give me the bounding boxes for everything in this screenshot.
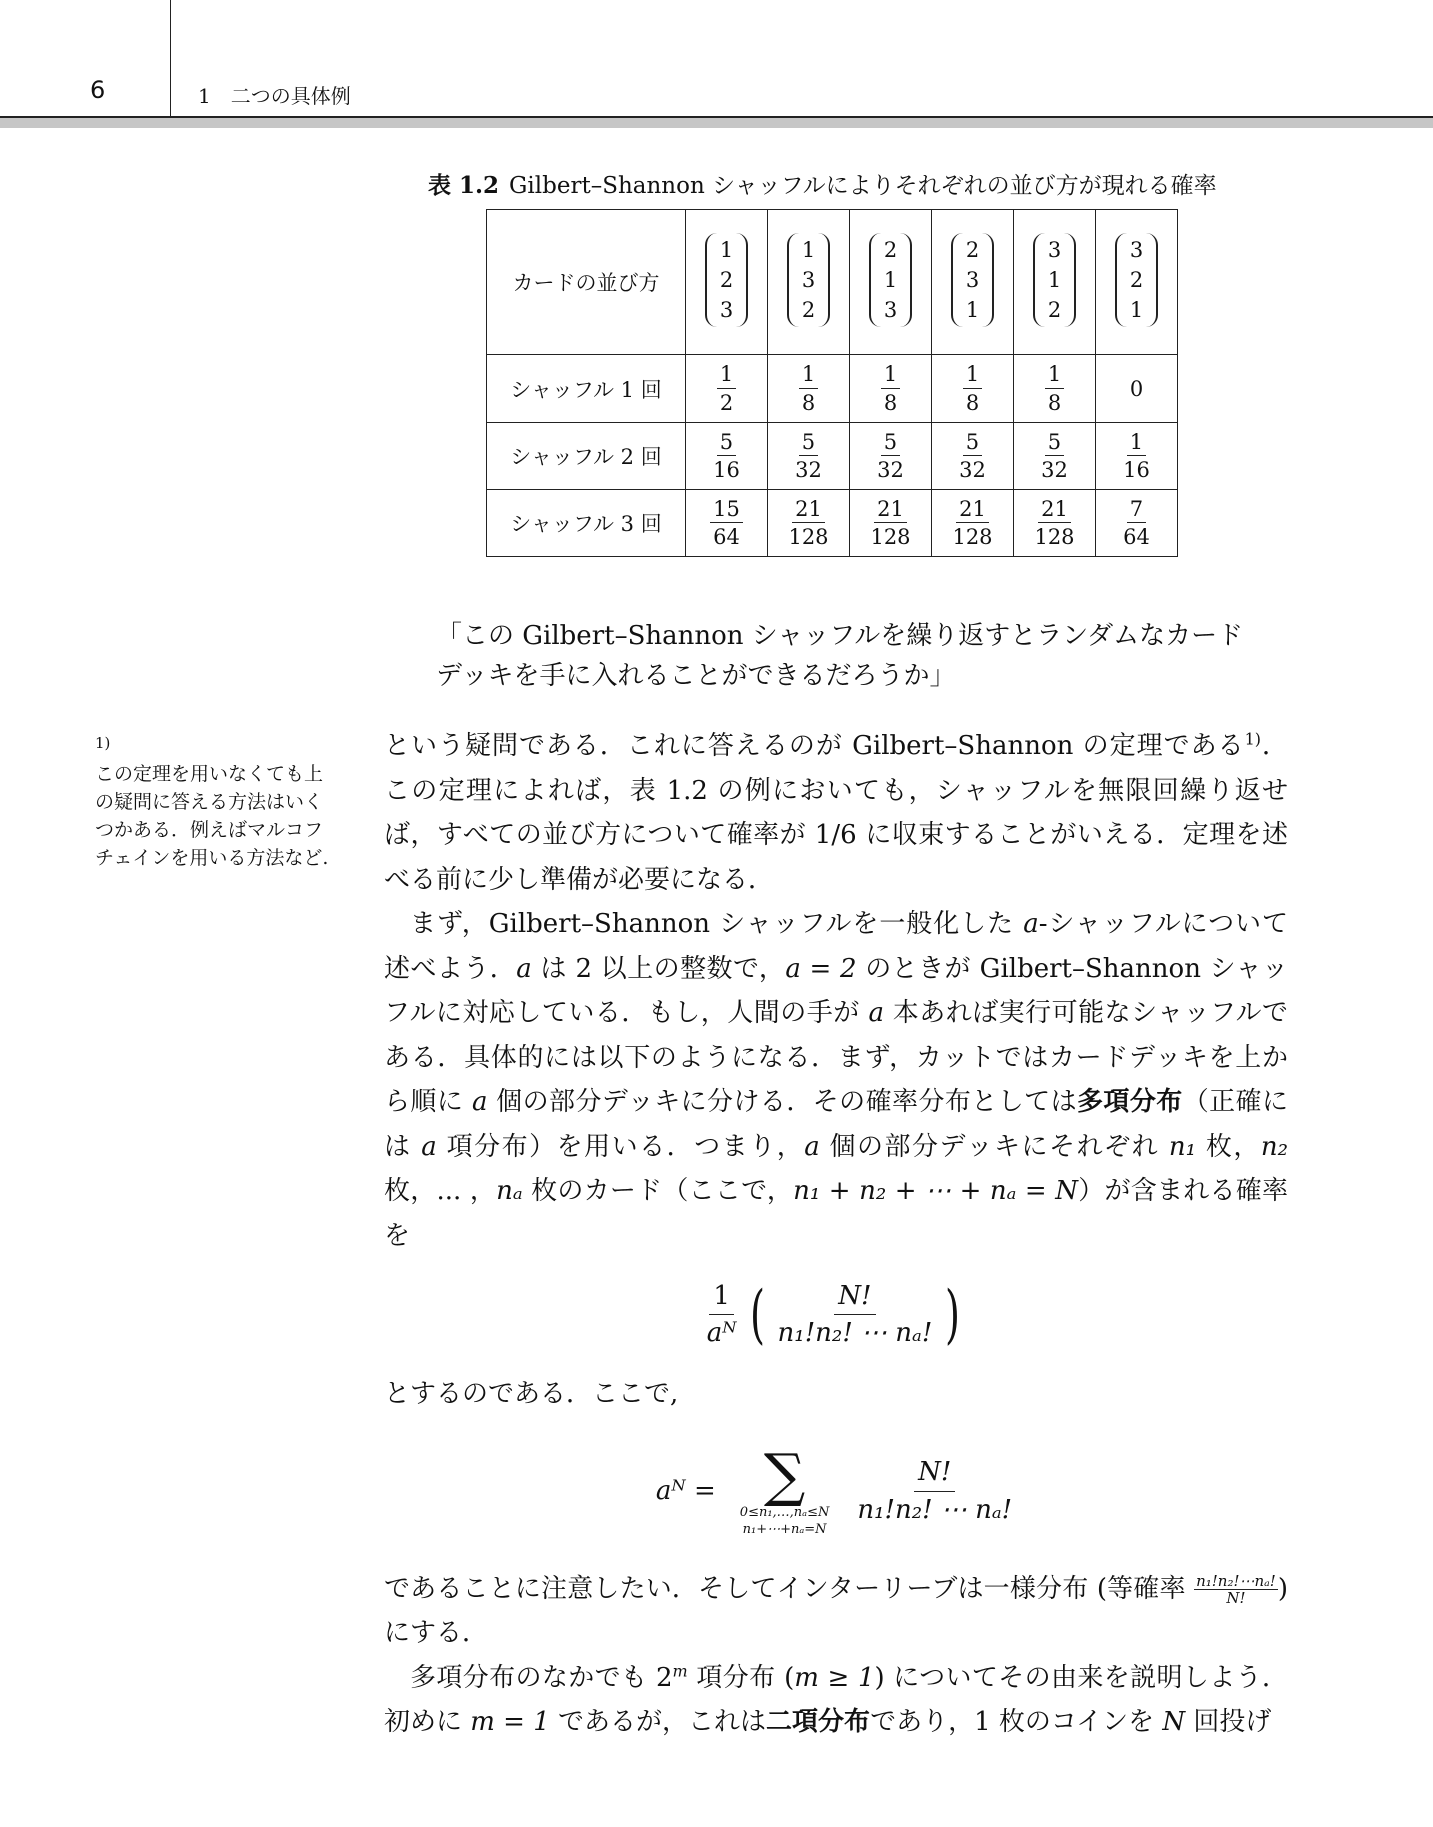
- probability-fraction: [799, 362, 818, 414]
- fraction: [703, 1281, 741, 1349]
- probability-cell: [1096, 355, 1178, 423]
- text-span: ) についてその由来を説明しよう．初めに: [384, 1662, 1289, 1737]
- row-label: シャッフル 1 回: [487, 355, 686, 423]
- equation-lhs: aᴺ =: [655, 1476, 716, 1507]
- text-span: 枚，... ，: [384, 1176, 497, 1206]
- permutation-entry: 2: [1047, 297, 1062, 322]
- denominator: 8: [965, 390, 980, 415]
- table-row: [487, 423, 1178, 490]
- probability-cell: [1096, 490, 1178, 557]
- right-paren: [736, 233, 748, 327]
- permutation-entry: 3: [801, 267, 816, 292]
- text-span: 枚のカード（ここで，: [522, 1176, 794, 1206]
- probability-cell: [932, 423, 1014, 490]
- math-var: a: [471, 1087, 488, 1117]
- probability-fraction: [792, 430, 825, 482]
- text-span: であり，1 枚のコインを: [870, 1707, 1163, 1737]
- text-span: のときが Gilbert–Shannon シャッフルに対応している．もし，人間の手が: [384, 953, 1288, 1028]
- denominator: 2: [719, 390, 734, 415]
- body-text: [384, 724, 1288, 1745]
- probability-table: [486, 209, 1178, 557]
- permutation-cell: [932, 210, 1014, 355]
- text-span: 個の部分デッキに分ける．その確率分布としては: [487, 1087, 1077, 1117]
- probability-cell: [850, 355, 932, 423]
- permutation-entry: 1: [1129, 297, 1144, 322]
- denominator: 32: [795, 458, 822, 482]
- permutation-cell: [1096, 210, 1178, 355]
- denominator: 128: [788, 525, 829, 549]
- denominator: n₁!n₂! ⋯ nₐ!: [777, 1318, 933, 1348]
- math-var: nₐ: [496, 1176, 523, 1206]
- probability-fraction: [785, 497, 831, 549]
- permutation-entry: 3: [1047, 237, 1062, 262]
- permutation-entries: [963, 235, 982, 325]
- table-row: [487, 355, 1178, 423]
- text-span: ）が含まれる確率を: [384, 1176, 1288, 1251]
- left-paren: [1115, 233, 1127, 327]
- right-paren: ): [945, 1278, 961, 1352]
- permutation-vector: [869, 233, 912, 327]
- permutation-entries: [799, 235, 818, 325]
- probability-cell: [1014, 490, 1096, 557]
- paragraph: [384, 1567, 1288, 1656]
- permutation-entry: 1: [965, 297, 980, 322]
- footnote-mark: 1): [95, 734, 111, 752]
- permutation-entry: 1: [719, 237, 734, 262]
- numerator: 21: [874, 497, 907, 523]
- left-paren: [787, 233, 799, 327]
- permutation-entry: 2: [719, 267, 734, 292]
- permutation-vector: [787, 233, 830, 327]
- text-span: 回投げ: [1185, 1707, 1272, 1737]
- probability-cell: [932, 355, 1014, 423]
- text-span: -シャッフルについて述べよう．: [384, 909, 1288, 984]
- denominator: 32: [877, 458, 904, 482]
- math-expr: a = 2: [785, 953, 857, 984]
- probability-cell: [768, 490, 850, 557]
- numerator: 1: [881, 362, 900, 388]
- permutation-entries: [1045, 235, 1064, 325]
- math-var: a: [421, 1131, 437, 1162]
- text-span: まず，Gilbert–Shannon シャッフルを一般化した: [410, 909, 1024, 939]
- permutation-entry: 3: [1129, 237, 1144, 262]
- probability-fraction: [1120, 497, 1153, 549]
- right-paren: [982, 233, 994, 327]
- numerator: 21: [1038, 497, 1071, 523]
- summation: [739, 1440, 830, 1538]
- numerator: 1: [1127, 430, 1146, 456]
- inline-fraction: [1194, 1573, 1278, 1607]
- text-span: という疑問である．これに答えるのが Gilbert–Shannon の定理である: [384, 731, 1245, 761]
- table-caption-label: 表 1.2: [428, 172, 500, 199]
- numerator: 21: [956, 497, 989, 523]
- row-label: シャッフル 3 回: [487, 490, 686, 557]
- text-span: （正確には: [384, 1087, 1288, 1162]
- permutation-vector: [1115, 233, 1158, 327]
- permutation-entries: [717, 235, 736, 325]
- probability-fraction: [1120, 430, 1153, 482]
- denominator: 64: [713, 525, 740, 549]
- text-span: 枚，: [1196, 1131, 1261, 1162]
- denominator: 16: [713, 458, 740, 482]
- exponent: m: [672, 1660, 688, 1680]
- denominator: 128: [870, 525, 911, 549]
- denominator: 128: [952, 525, 993, 549]
- math-var: a: [516, 953, 532, 984]
- header-band: [0, 118, 1433, 128]
- left-paren: [1033, 233, 1045, 327]
- math-var: N: [1162, 1707, 1186, 1737]
- math-expr: n₁ + n₂ + ⋯ + nₐ = N: [793, 1176, 1078, 1206]
- numerator: 5: [881, 430, 900, 456]
- left-paren: [705, 233, 717, 327]
- denominator: 8: [883, 390, 898, 415]
- left-paren: [869, 233, 881, 327]
- numerator: 21: [792, 497, 825, 523]
- permutation-entry: 2: [965, 237, 980, 262]
- probability-fraction: [874, 430, 907, 482]
- row-label: シャッフル 2 回: [487, 423, 686, 490]
- paragraph: とするのである．ここで,: [384, 1379, 679, 1409]
- probability-cell: [850, 490, 932, 557]
- permutation-entry: 1: [801, 237, 816, 262]
- permutation-entry: 3: [965, 267, 980, 292]
- numerator: 7: [1127, 497, 1146, 523]
- probability-cell: [768, 355, 850, 423]
- text-span: であるが，これは: [549, 1707, 767, 1737]
- probability-fraction: [1031, 497, 1077, 549]
- permutation-entry: 2: [1129, 267, 1144, 292]
- probability-cell: [686, 423, 768, 490]
- denominator: N!: [1226, 1589, 1246, 1607]
- sum-limit: n₁+⋯+nₐ=N: [742, 1521, 827, 1537]
- probability-fraction: [717, 362, 736, 414]
- probability-fraction: [881, 362, 900, 414]
- fraction: [853, 1457, 1016, 1525]
- math-var: a: [1023, 909, 1039, 939]
- table-header-row: [487, 210, 1178, 355]
- text-span: は 2 以上の整数で，: [531, 953, 786, 984]
- right-paren: [1146, 233, 1158, 327]
- math-var: n₁: [1168, 1131, 1197, 1162]
- denominator: 32: [1041, 458, 1068, 482]
- permutation-entry: 1: [1047, 267, 1062, 292]
- probability-cell: [686, 490, 768, 557]
- sigma-symbol: ∑: [763, 1440, 806, 1509]
- emphasis-term: 二項分布: [766, 1707, 871, 1737]
- quoted-question: [436, 616, 1243, 696]
- probability-cell: [768, 423, 850, 490]
- permutation-vector: [1033, 233, 1076, 327]
- probability-fraction: [1038, 430, 1071, 482]
- numerator: n₁!n₂!⋯nₐ!: [1196, 1571, 1276, 1590]
- equation-sum: [384, 1417, 1288, 1567]
- text-span: )にする．: [384, 1573, 1288, 1648]
- probability-fraction: [963, 362, 982, 414]
- math-var: a: [868, 998, 884, 1028]
- permutation-entry: 3: [719, 297, 734, 322]
- numerator: N!: [914, 1457, 955, 1491]
- paragraph: [384, 1656, 1288, 1745]
- denominator: 128: [1034, 525, 1075, 549]
- permutation-cell: [1014, 210, 1096, 355]
- numerator: 5: [799, 430, 818, 456]
- probability-cell: [686, 355, 768, 423]
- footnote-ref: 1): [1244, 729, 1261, 749]
- table-caption-text: Gilbert–Shannon シャッフルによりそれぞれの並び方が現れる確率: [509, 173, 1217, 199]
- footnote-text: この定理を用いなくても上の疑問に答える方法はいくつかある．例えばマルコフチェインを用いる方法など.: [95, 763, 329, 869]
- denominator: n₁!n₂! ⋯ nₐ!: [857, 1494, 1013, 1525]
- text-span: 本あれば実行可能なシャッフルである．具体的には以下のようになる．まず，カットではカードデッキを上から順に: [384, 998, 1288, 1117]
- numerator: 1: [963, 362, 982, 388]
- text-span: 項分布 (: [687, 1662, 795, 1693]
- probability-fraction: [867, 497, 913, 549]
- denominator: aᴺ: [706, 1318, 737, 1348]
- permutation-entries: [1127, 235, 1146, 325]
- probability-cell: [1096, 423, 1178, 490]
- right-paren: [1064, 233, 1076, 327]
- permutation-entry: 1: [883, 267, 898, 292]
- permutation-entry: 3: [883, 297, 898, 322]
- emphasis-term: 多項分布: [1077, 1087, 1183, 1117]
- equation-multinomial: [384, 1258, 1288, 1372]
- table-header-label: カードの並び方: [487, 210, 686, 355]
- numerator: 1: [709, 1281, 734, 1315]
- probability-value: 0: [1129, 376, 1144, 401]
- text-span: 個の部分デッキにそれぞれ: [819, 1131, 1169, 1162]
- probability-cell: [1014, 423, 1096, 490]
- quote-line: デッキを手に入れることができるだろうか」: [436, 661, 956, 691]
- numerator: 5: [1045, 430, 1064, 456]
- paragraph: [384, 724, 1288, 902]
- math-expr: m = 1: [470, 1707, 550, 1737]
- left-paren: [951, 233, 963, 327]
- permutation-vector: [705, 233, 748, 327]
- probability-fraction: [710, 497, 743, 549]
- permutation-entry: 2: [883, 237, 898, 262]
- numerator: N!: [834, 1281, 875, 1315]
- table-caption: [428, 167, 1217, 200]
- left-paren: (: [749, 1278, 765, 1352]
- numerator: 1: [717, 362, 736, 388]
- probability-fraction: [1045, 362, 1064, 414]
- quote-line: 「この Gilbert–Shannon シャッフルを繰り返すとランダムなカード: [436, 621, 1244, 651]
- running-title: 1 二つの具体例: [198, 84, 351, 108]
- permutation-vector: [951, 233, 994, 327]
- permutation-entries: [881, 235, 900, 325]
- denominator: 32: [959, 458, 986, 482]
- probability-cell: [1014, 355, 1096, 423]
- denominator: 8: [1047, 390, 1062, 415]
- probability-cell: [850, 423, 932, 490]
- right-paren: [900, 233, 912, 327]
- header-divider: [170, 0, 171, 118]
- sum-limit: 0≤n₁,…,nₐ≤N: [739, 1504, 830, 1520]
- math-var: a: [804, 1131, 820, 1162]
- numerator: 1: [799, 362, 818, 388]
- permutation-cell: [686, 210, 768, 355]
- text-span: ．この定理によれば，表 1.2 の例においても，シャッフルを無限回繰り返せば，すべての並び方について確率が 1/6 に収束することがいえる．定理を述べる前に少し準備が必要になる．: [384, 731, 1288, 895]
- permutation-entry: 2: [801, 297, 816, 322]
- math-expr: m ≥ 1: [794, 1662, 875, 1693]
- probability-fraction: [956, 430, 989, 482]
- text-span: 多項分布のなかでも 2: [410, 1662, 673, 1693]
- numerator: 1: [1045, 362, 1064, 388]
- permutation-cell: [850, 210, 932, 355]
- numerator: 5: [717, 430, 736, 456]
- right-paren: [818, 233, 830, 327]
- numerator: 15: [710, 497, 743, 523]
- denominator: 64: [1123, 525, 1150, 549]
- permutation-cell: [768, 210, 850, 355]
- denominator: 16: [1123, 458, 1150, 482]
- table-row: [487, 490, 1178, 557]
- text-span: であることに注意したい．そしてインターリーブは一様分布 (等確率: [384, 1573, 1195, 1604]
- math-var: n₂: [1260, 1131, 1289, 1162]
- denominator: 8: [801, 390, 816, 415]
- paragraph: [384, 902, 1288, 1258]
- fraction: [774, 1281, 937, 1349]
- text-span: 項分布）を用いる．つまり，: [436, 1131, 805, 1162]
- probability-cell: [932, 490, 1014, 557]
- page-number: 6: [90, 76, 106, 104]
- probability-fraction: [710, 430, 743, 482]
- numerator: 5: [963, 430, 982, 456]
- probability-fraction: [949, 497, 995, 549]
